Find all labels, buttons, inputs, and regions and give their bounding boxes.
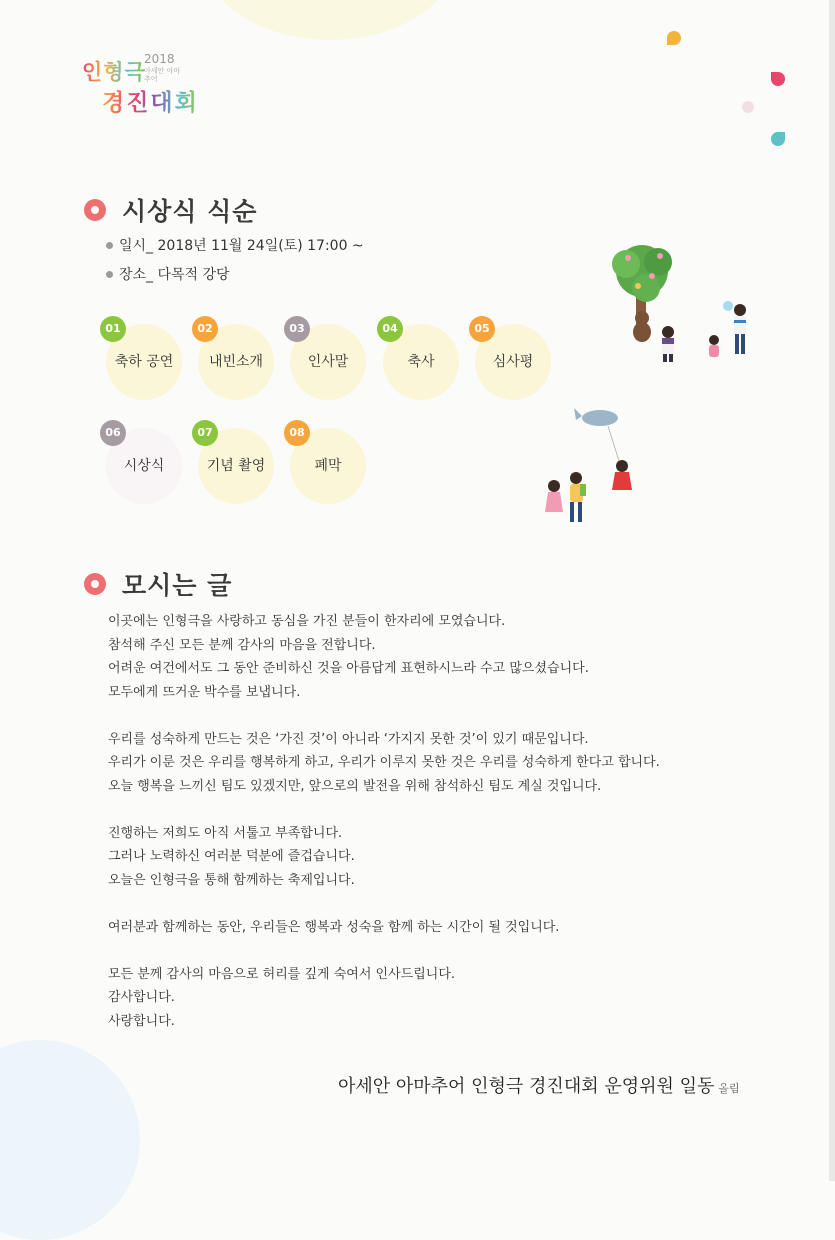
letter-line: 이곳에는 인형극을 사랑하고 동심을 가진 분들이 한자리에 모였습니다. <box>108 614 506 629</box>
step-04 <box>383 324 459 400</box>
letter-paragraph <box>108 963 708 1034</box>
step-number: 02 <box>192 316 218 342</box>
letter-line: 오늘 행복을 느끼신 팀도 있겠지만, 앞으로의 발전을 위해 참석하신 팀도 계실 것입니다. <box>108 778 602 794</box>
step-number: 03 <box>284 316 310 342</box>
step-01 <box>106 324 182 400</box>
letter-line: 우리가 이룬 것은 우리를 행복하게 하고, 우리가 이루지 못한 것은 우리를 성숙하게 한다고 합니다. <box>108 755 660 770</box>
logo-line-1 <box>82 56 146 86</box>
tree-children-illustration <box>600 236 760 366</box>
letter-paragraph <box>108 916 708 940</box>
letter-line: 오늘은 인형극을 통해 함께하는 축제입니다. <box>108 872 355 888</box>
step-02 <box>198 324 274 400</box>
invitation-letter <box>108 610 708 1033</box>
bullet-dot-icon <box>106 242 113 249</box>
letter-paragraph <box>108 610 708 704</box>
step-label: 내빈소개 <box>208 354 264 370</box>
letter-paragraph <box>108 822 708 893</box>
confetti-orange-icon <box>667 31 681 45</box>
letter-line: 여러분과 함께하는 동안, 우리들은 행복과 성숙을 함께 하는 시간이 될 것입니다. <box>108 919 560 935</box>
ceremony-date <box>106 235 364 255</box>
bear-icon <box>633 311 651 342</box>
step-label: 기념 촬영 <box>206 458 266 474</box>
step-label: 축하 공연 <box>114 354 174 370</box>
invitation-section-heading <box>84 566 232 602</box>
step-07 <box>198 428 274 504</box>
logo-line-2 <box>102 84 199 117</box>
letter-line: 어려운 여건에서도 그 동안 준비하신 것을 아름답게 표현하시느라 수고 많으셨습니다. <box>108 661 589 676</box>
step-number: 05 <box>469 316 495 342</box>
step-number: 07 <box>192 420 218 446</box>
letter-line: 우리를 성숙하게 만드는 것은 ‘가진 것’이 아니라 ‘가지지 못한 것’이 있기 때문입니다. <box>108 731 589 747</box>
ceremony-date-text: 일시_ 2018년 11월 24일(토) 17:00 ~ <box>119 238 364 254</box>
confetti-pink-icon <box>771 72 785 86</box>
letter-line: 사랑합니다. <box>108 1013 175 1029</box>
letter-line: 모두에게 뜨거운 박수를 보냅니다. <box>108 684 301 700</box>
child-icon <box>612 460 632 490</box>
section-bullet-icon <box>84 199 106 221</box>
logo-line-1-text: 인형극 <box>82 60 146 84</box>
step-number: 01 <box>100 316 126 342</box>
letter-paragraph <box>108 728 708 799</box>
page-edge <box>829 0 835 1181</box>
letter-line: 참석해 주신 모든 분께 감사의 마음을 전합니다. <box>108 637 376 653</box>
confetti-light-pink-icon <box>742 101 754 113</box>
child-icon <box>545 480 563 512</box>
ceremony-place-text: 장소_ 다목적 강당 <box>119 267 230 283</box>
step-label: 인사말 <box>307 354 349 370</box>
child-icon <box>723 301 746 354</box>
bullet-dot-icon <box>106 271 113 278</box>
step-label: 폐막 <box>314 458 342 474</box>
child-icon <box>709 335 719 357</box>
logo-line-2-text: 경진대회 <box>102 90 199 116</box>
step-06 <box>106 428 182 504</box>
logo-year: 2018 <box>144 52 175 66</box>
step-label: 시상식 <box>123 458 165 474</box>
step-03 <box>290 324 366 400</box>
child-icon <box>662 326 674 362</box>
letter-line: 진행하는 저희도 아직 서툴고 부족합니다. <box>108 825 343 841</box>
section-bullet-icon <box>84 573 106 595</box>
confetti-teal-icon <box>771 132 785 146</box>
decorative-circle-top <box>200 0 460 40</box>
letter-line: 그러나 노력하신 여러분 덕분에 즐겁습니다. <box>108 849 355 864</box>
decorative-circle-bottom <box>0 1040 140 1240</box>
step-08 <box>290 428 366 504</box>
step-label: 축사 <box>407 354 435 370</box>
ceremony-section-heading <box>84 192 257 228</box>
ceremony-title: 시상식 식순 <box>122 197 258 226</box>
whale-kite-icon <box>574 408 620 464</box>
ceremony-place <box>106 264 230 284</box>
signature <box>338 1072 740 1098</box>
event-logo <box>82 50 212 120</box>
letter-line: 모든 분께 감사의 마음으로 허리를 깊게 숙여서 인사드립니다. <box>108 966 456 982</box>
step-label: 심사평 <box>492 354 534 370</box>
invitation-title: 모시는 글 <box>122 571 233 600</box>
kite-children-illustration <box>538 402 658 527</box>
child-icon <box>570 472 586 522</box>
logo-subtitle: 아세안 아마추어 <box>144 67 181 83</box>
letter-line: 감사합니다. <box>108 990 175 1005</box>
signature-text: 아세안 아마추어 인형극 경진대회 운영위원 일동 <box>338 1076 715 1097</box>
step-number: 08 <box>284 420 310 446</box>
signature-suffix: 올림 <box>718 1082 740 1095</box>
step-number: 04 <box>377 316 403 342</box>
step-number: 06 <box>100 420 126 446</box>
step-05 <box>475 324 551 400</box>
